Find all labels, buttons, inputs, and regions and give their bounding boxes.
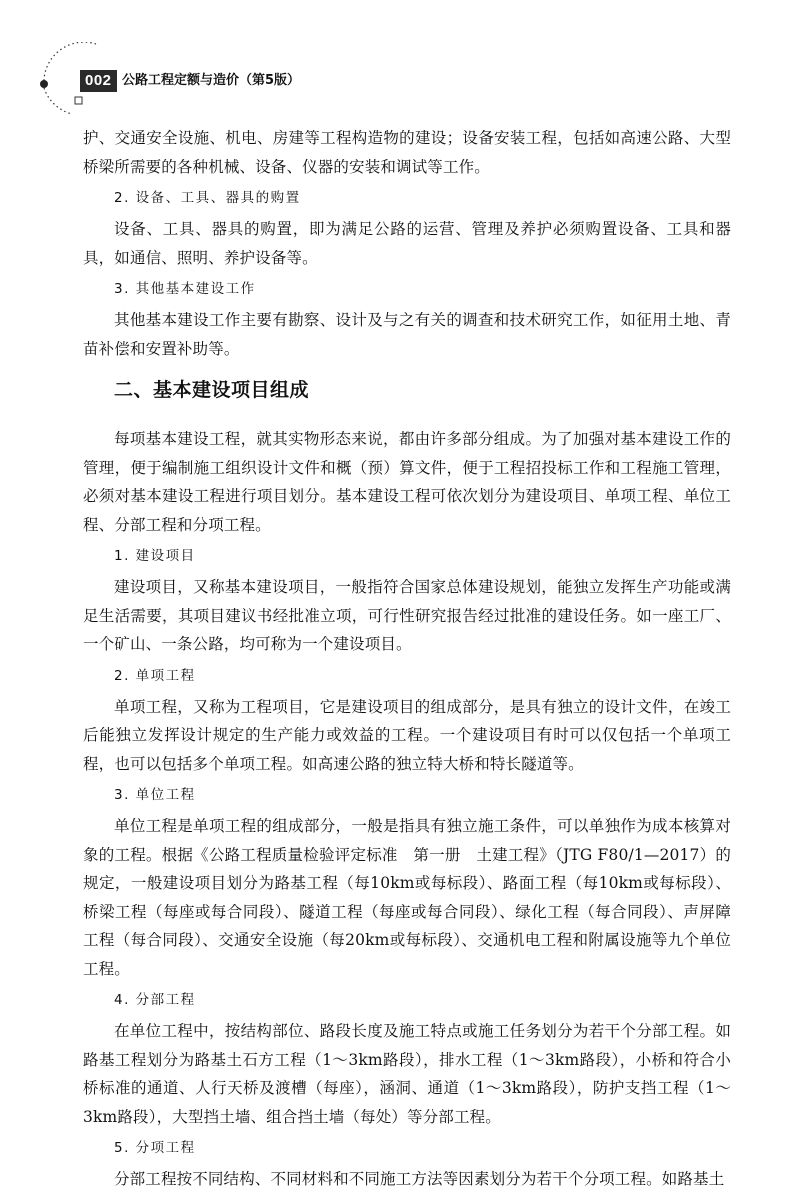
paragraph-other-construction-work: 其他基本建设工作主要有勘察、设计及与之有关的调查和技术研究工作，如征用土地、青苗补偿和安置补助等。 [83, 311, 731, 358]
main-content [83, 124, 731, 1194]
subheading-single-item-project: 2. 单项工程 [114, 667, 196, 684]
paragraph-unit-project: 单位工程是单项工程的组成部分，一般是指具有独立施工条件，可以单独作为成本核算对象的工程。根据《公路工程质量检验评定标准 第一册 土建工程》（JTG F80/1—2017）的规定，一般建设项目划分为路基工程（每10km或每标段）、路面工程（每10km或每标段）、桥梁工程（每座或每合同段）、隧道工程（每座或每合同段）、绿化工程（每合同段）、声屏障工程（每合同段）、交通安全设施（每20km或每标段）、交通机电工程和附属设施等九个单位工程。 [83, 817, 731, 978]
subheading-divisional-project: 4. 分部工程 [114, 992, 196, 1008]
paragraph-divisional-project: 在单位工程中，按结构部位、路段长度及施工特点或施工任务划分为若干个分部工程。如路基工程划分为路基土石方工程（1～3km路段），排水工程（1～3km路段），小桥和符合小桥标准的通道、人行天桥及渡槽（每座），涵洞、通道（1～3km路段），防护支挡工程（1～3km路段），大型挡土墙、组合挡土墙（每处）等分部工程。 [83, 1022, 731, 1126]
paragraph-construction-project: 建设项目，又称基本建设项目，一般指符合国家总体建设规划，能独立发挥生产功能或满足生活需要，其项目建议书经批准立项，可行性研究报告经过批准的建设任务。如一座工厂、一个矿山、一条公路，均可称为一个建设项目。 [83, 578, 731, 653]
paragraph-continued: 护、交通安全设施、机电、房建等工程构造物的建设；设备安装工程，包括如高速公路、大型桥梁所需要的各种机械、设备、仪器的安装和调试等工作。 [83, 129, 731, 176]
subheading-unit-project: 3. 单位工程 [114, 787, 196, 803]
paragraph-equipment-purchase: 设备、工具、器具的购置，即为满足公路的运营、管理及养护必须购置设备、工具和器具，如通信、照明、养护设备等。 [83, 220, 731, 267]
page-number: 002 [80, 70, 117, 92]
paragraph-section-intro: 每项基本建设工程，就其实物形态来说，都由许多部分组成。为了加强对基本建设工作的管理，便于编制施工组织设计文件和概（预）算文件，便于工程招投标工作和工程施工管理，必须对基本建设工程进行项目划分。基本建设工程可依次划分为建设项目、单项工程、单位工程、分部工程和分项工程。 [83, 430, 731, 534]
subheading-construction-project: 1. 建设项目 [114, 548, 196, 564]
paragraph-sub-item-project: 分部工程按不同结构、不同材料和不同施工方法等因素划分为若干个分项工程。如路基土 [114, 1170, 725, 1188]
subheading-sub-item-project: 5. 分项工程 [114, 1140, 196, 1156]
running-header-title: 公路工程定额与造价（第5版） [122, 73, 301, 88]
subheading-equipment-purchase: 2. 设备、工具、器具的购置 [114, 190, 301, 206]
section-heading: 二、基本建设项目组成 [114, 379, 310, 401]
paragraph-single-item-project: 单项工程，又称为工程项目，它是建设项目的组成部分，是具有独立的设计文件，在竣工后能独立发挥设计规定的生产能力或效益的工程。一个建设项目有时可以仅包括一个单项工程，也可以包括多个单项工程。如高速公路的独立特大桥和特长隧道等。 [83, 697, 731, 773]
subheading-other-construction-work: 3. 其他基本建设工作 [114, 281, 256, 297]
